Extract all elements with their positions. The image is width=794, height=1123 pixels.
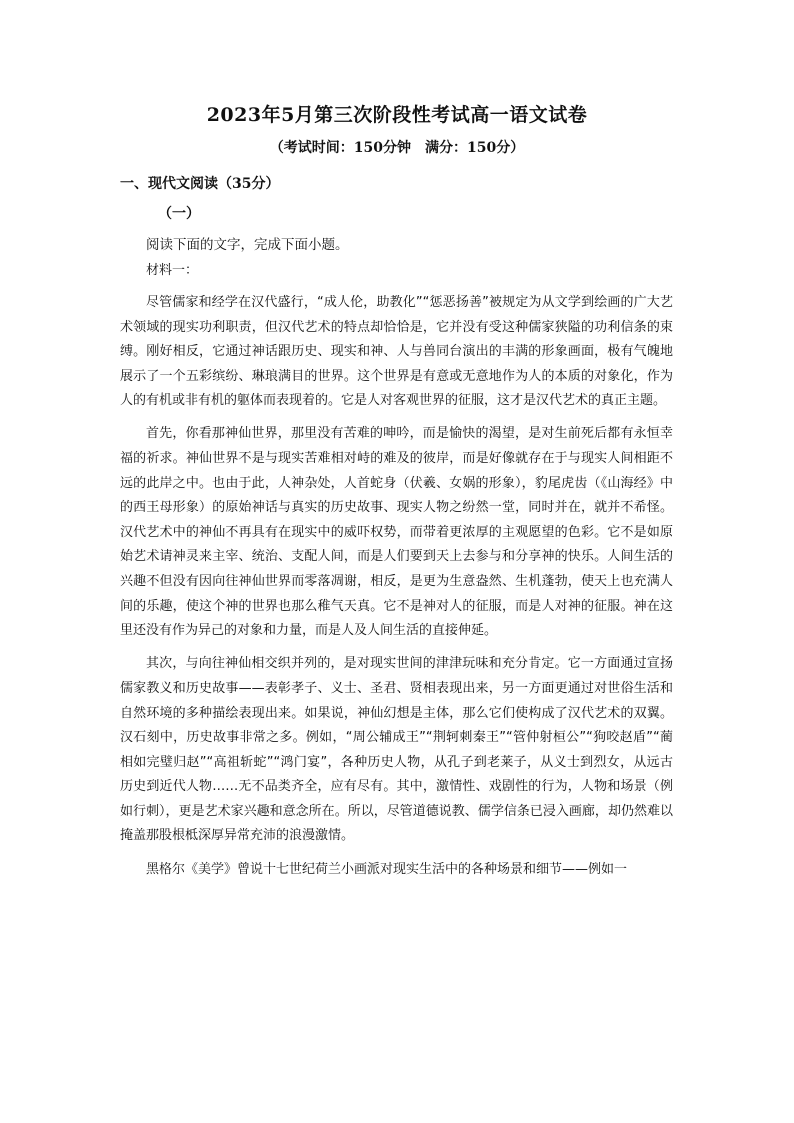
- material-label: 材料一：: [146, 263, 199, 278]
- exam-title: 2023年5月第三次阶段性考试高一语文试卷: [206, 104, 588, 126]
- paragraph: 首先，你看那神仙世界，那里没有苦难的呻吟，而是愉快的渴望，是对生前死后都有永恒幸福的祈求。神仙世界不是与现实苦难相对峙的难及的彼岸，而是好像就存在于与现实人间相距不远的此岸之中。也由于此，人神杂处，人首蛇身（伏羲、女娲的形象），豹尾虎齿（《山海经》中的西王母形象）的原始神话与真实的历史故事、现实人物之纷然一堂，同时并在，就并不希怪。汉代艺术中的神仙不再具有在现实中的威吓权势，而带着更浓厚的主观愿望的色彩。它不是如原始艺术请神灵来主宰、统治、支配人间，而是人们要到天上去参与和分享神的快乐。人间生活的兴趣不但没有因向往神仙世界而零落凋谢，相反，是更为生意盎然、生机蓬勃，使天上也充满人间的乐趣，使这个神的世界也那么稚气天真。它不是神对人的征服，而是人对神的征服。神在这里还没有作为异己的对象和力量，而是人及人间生活的直接伸延。: [120, 426, 673, 639]
- section-heading: 一、现代文阅读（35分）: [120, 176, 280, 192]
- sub-section-heading: （一）: [158, 206, 200, 222]
- paragraph: 黑格尔《美学》曾说十七世纪荷兰小画派对现实生活中的各种场景和细节——例如一: [146, 861, 628, 877]
- reading-passage: [120, 291, 673, 891]
- reading-instruction: 阅读下面的文字，完成下面小题。: [146, 237, 349, 253]
- paragraph: 尽管儒家和经学在汉代盛行，“成人伦，助教化”“惩恶扬善”被规定为从文学到绘画的广大艺术领域的现实功利职责，但汉代艺术的特点却恰恰是，它并没有受这种儒家狭隘的功利信条的束缚。刚好相反，它通过神话跟历史、现实和神、人与兽同台演出的丰满的形象画面，极有气魄地展示了一个五彩缤纷、琳琅满目的世界。这个世界是有意或无意地作为人的本质的对象化，作为人的有机或非有机的躯体而表现着的。它是人对客观世界的征服，这才是汉代艺术的真正主题。: [120, 295, 673, 409]
- exam-time-and-score: （考试时间：150分钟 满分：150分）: [269, 140, 525, 156]
- paragraph: 其次，与向往神仙相交织并列的，是对现实世间的津津玩味和充分肯定。它一方面通过宣扬儒家教义和历史故事——表彰孝子、义士、圣君、贤相表现出来，另一方面更通过对世俗生活和自然环境的多种描绘表现出来。如果说，神仙幻想是主体，那么它们使构成了汉代艺术的双翼。汉石刻中，历史故事非常之多。例如，“周公辅成王”“荆轲刺秦王”“管仲射桓公”“狗咬赵盾”“蔺相如完璧归赵”“高祖斩蛇”“鸿门宴”，各种历史人物，从孔子到老莱子，从义士到烈女，从远古历史到近代人物……无不品类齐全，应有尽有。其中，激情性、戏剧性的行为，人物和场景（例如行刺），更是艺术家兴趣和意念所在。所以，尽管道德说教、儒学信条已浸入画廊，却仍然难以掩盖那股根柢深厚异常充沛的浪漫激情。: [120, 656, 673, 844]
